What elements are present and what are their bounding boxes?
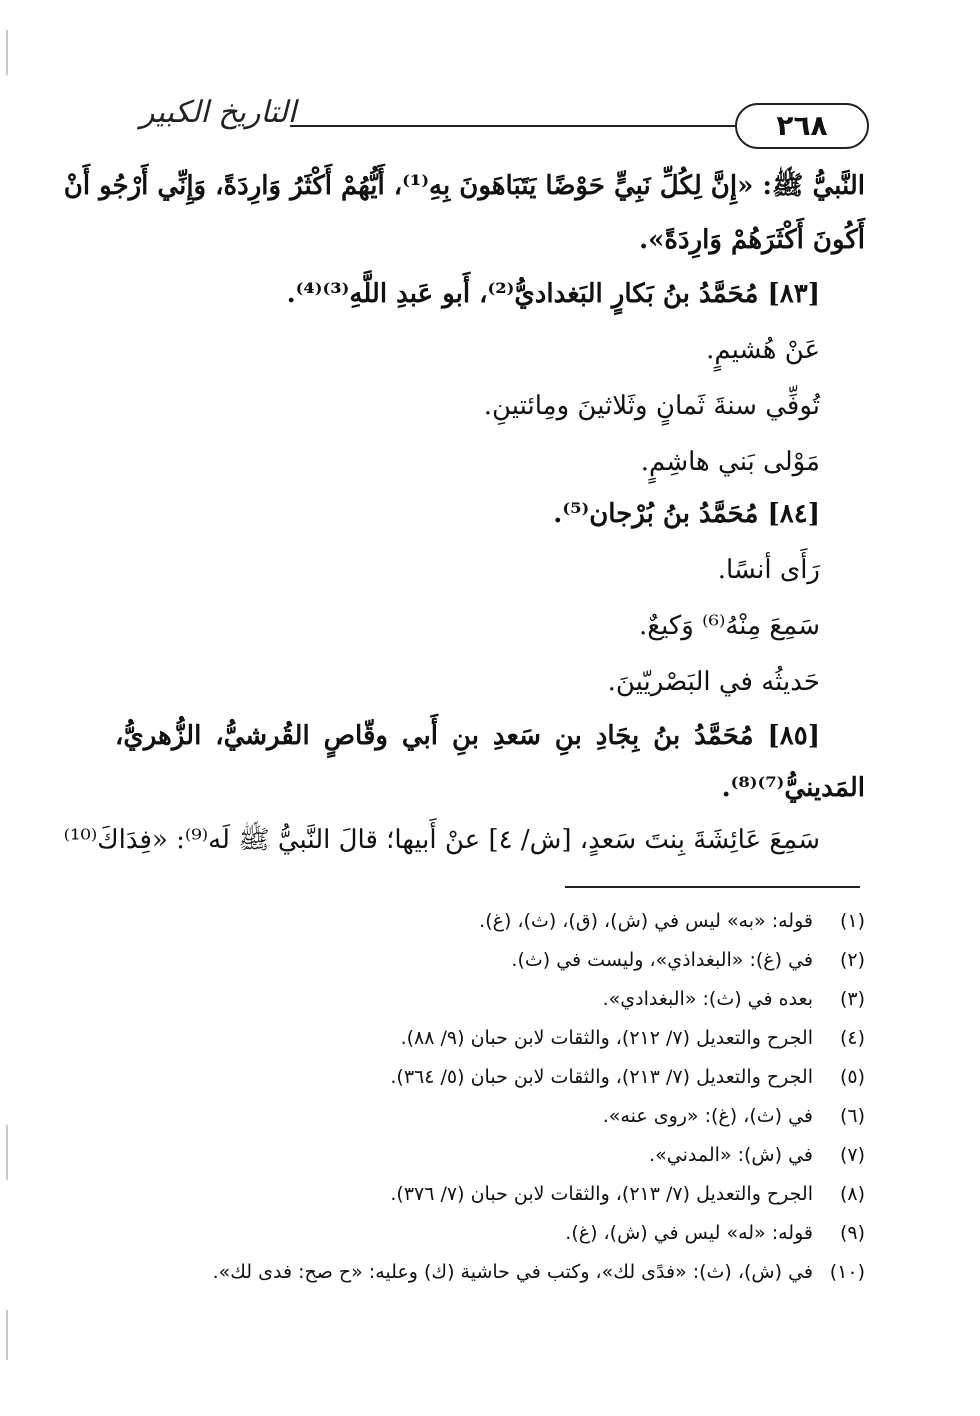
footnote-number: (٨)	[839, 1183, 865, 1205]
footnote-text: الجرح والتعديل (٧/ ٢١٣)، والثقات لابن حبان (٧/ ٣٧٦).	[390, 1183, 813, 1205]
footnote-separator	[565, 886, 860, 888]
footnote-text: بعده في (ث): «البغدادي».	[602, 988, 813, 1010]
footnote-number: (٧)	[839, 1144, 865, 1166]
entry-heading-85: [٨٥] مُحَمَّدُ بنُ بِجَادِ بنِ سَعدِ بنِ أَبي وقّاصٍ القُرشيُّ، الزُّهريُّ،	[115, 721, 820, 751]
footnote-text: الجرح والتعديل (٧/ ٢١٢)، والثقات لابن حبان (٩/ ٨٨).	[400, 1027, 813, 1049]
text-line: حَديثُه في البَصْريّينَ.	[607, 667, 820, 697]
footnote-number: (٥)	[839, 1066, 865, 1088]
entry-heading-83: [٨٣] مُحَمَّدُ بنُ بَكارٍ البَغداديُّ⁽²⁾، أَبو عَبدِ اللَّهِ⁽³⁾⁽⁴⁾.	[286, 279, 820, 309]
text-line: عَنْ هُشيمٍ.	[706, 335, 820, 365]
footnote	[115, 1181, 865, 1220]
footnote	[115, 1025, 865, 1064]
page-number-badge: ٢٦٨	[735, 103, 869, 149]
footnote-text: قوله: «له» ليس في (ش)، (غ).	[565, 1222, 813, 1244]
text-line: سَمِعَ مِنْهُ⁽⁶⁾ وَكيعٌ.	[638, 611, 820, 641]
footnote-number: (١٠)	[829, 1261, 865, 1283]
footnote	[115, 1103, 865, 1142]
page-header	[120, 95, 870, 155]
header-rule	[290, 125, 735, 127]
text-line: النَّبيُّ ﷺ: «إِنَّ لِكُلِّ نَبِيٍّ حَوْضًا يَتَبَاهَونَ بِهِ⁽¹⁾، أَيُّهُمْ أَكْثَرُ وَارِدَةً، وَإِنِّي أَرْجُو أَنْ	[63, 171, 865, 201]
text-line: رَأَى أنسًا.	[717, 555, 820, 585]
footnote	[115, 1220, 865, 1259]
footnote-number: (٣)	[839, 988, 865, 1010]
text-line: أَكُونَ أَكْثَرَهُمْ وَارِدَةً».	[639, 225, 865, 255]
footnote-number: (٦)	[839, 1105, 865, 1127]
footnote-text: في (ش)، (ث): «فدًى لك»، وكتب في حاشية (ك) وعليه: «ح صح: فدى لك».	[212, 1261, 813, 1283]
text-line: المَدينيُّ⁽⁷⁾⁽⁸⁾.	[721, 773, 865, 803]
scan-edge-marks	[6, 0, 10, 1416]
footnote-number: (١)	[839, 910, 865, 932]
entry-heading-84: [٨٤] مُحَمَّدُ بنُ بُرْجان⁽⁵⁾.	[553, 499, 820, 529]
text-line: سَمِعَ عَائِشَةَ بِنتَ سَعدٍ، [ش/ ٤] عنْ أَبيها؛ قالَ النَّبيُّ ﷺ لَه⁽⁹⁾: «فِدَاكَ⁽¹⁰⁾	[63, 825, 820, 855]
footnote-text: في (غ): «البغداذي»، وليست في (ث).	[511, 949, 813, 971]
text-line: تُوفِّي سنةَ ثَمانٍ وثَلاثينَ ومِائتينِ.	[483, 391, 820, 421]
footnote	[115, 1142, 865, 1181]
running-title: التاريخ الكبير	[140, 95, 297, 130]
footnote	[115, 1259, 865, 1298]
footnote	[115, 908, 865, 947]
footnote-number: (٢)	[839, 949, 865, 971]
footnote	[115, 986, 865, 1025]
footnote-text: في (ش): «المدني».	[649, 1144, 813, 1166]
footnote-text: قوله: «به» ليس في (ش)، (ق)، (ث)، (غ).	[479, 910, 813, 932]
main-text	[63, 155, 865, 855]
footnote	[115, 1064, 865, 1103]
footnotes	[115, 908, 865, 1298]
text-line: مَوْلى بَني هاشِمٍ.	[640, 447, 820, 477]
footnote-text: الجرح والتعديل (٧/ ٢١٣)، والثقات لابن حبان (٥/ ٣٦٤).	[390, 1066, 813, 1088]
footnote-text: في (ث)، (غ): «روى عنه».	[602, 1105, 813, 1127]
footnote-number: (٩)	[839, 1222, 865, 1244]
footnote-number: (٤)	[839, 1027, 865, 1049]
footnote	[115, 947, 865, 986]
